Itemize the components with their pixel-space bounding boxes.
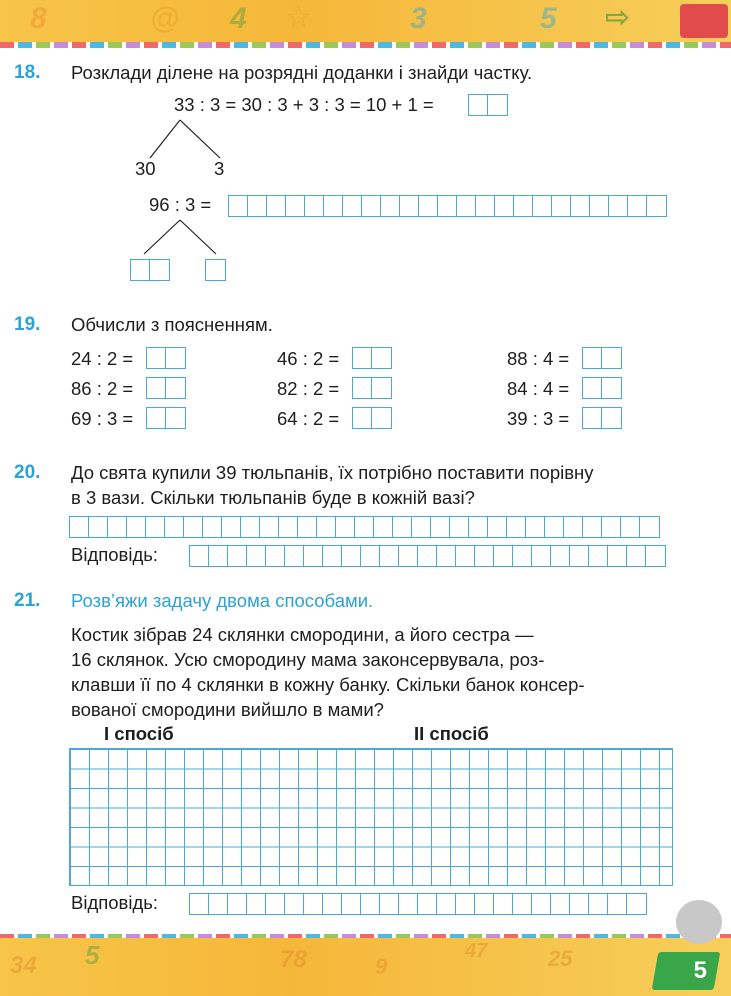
decor-digit: 25	[548, 946, 573, 971]
expression: 39 : 3 =	[507, 408, 570, 429]
mascot-icon	[676, 900, 722, 944]
decor-digit: 9	[375, 954, 388, 979]
task-20-line-1: До свята купили 39 тюльпанів, їх потрібно поставити порівну	[71, 462, 594, 483]
expression: 82 : 2 =	[277, 378, 340, 399]
split-cells-b[interactable]	[205, 259, 226, 281]
answer-label: Відповідь:	[71, 892, 159, 913]
task-21-heading: Розв’яжи задачу двома способами.	[71, 590, 374, 611]
answer-cells[interactable]	[582, 407, 622, 429]
decor-digit: 78	[280, 946, 307, 973]
task-20-number: 20.	[14, 462, 41, 483]
decor-digit: 34	[10, 952, 37, 979]
split-part-b: 3	[214, 158, 225, 179]
answer-cells[interactable]	[352, 407, 392, 429]
decor-digit: 8	[30, 2, 47, 35]
task-21-line-3: клавши її по 4 склянки в кожну банку. Скільки банок консер-	[71, 674, 585, 695]
decor-digit: 5	[540, 2, 557, 35]
task-18-text: Розклади ділене на розрядні доданки і знайди частку.	[71, 62, 533, 83]
task-21-line-2: 16 склянок. Усю смородину мама законсервувала, роз-	[71, 649, 545, 670]
answer-cells[interactable]	[146, 347, 186, 369]
answer-cells[interactable]	[582, 377, 622, 399]
page-number-badge	[652, 952, 721, 990]
expression: 46 : 2 =	[277, 348, 340, 369]
decor-digit: 5	[85, 940, 100, 970]
expression: 86 : 2 =	[71, 378, 134, 399]
page-number: 5	[693, 957, 707, 984]
method-1-label: I спосіб	[104, 723, 174, 744]
task-18-example: 33 : 3 = 30 : 3 + 3 : 3 = 10 + 1 =	[174, 94, 434, 115]
task-21-line-1: Костик зібрав 24 склянки смородини, а його сестра —	[71, 624, 534, 645]
expression: 24 : 2 =	[71, 348, 134, 369]
decor-digit: @	[150, 2, 180, 35]
answer-cells-row[interactable]	[189, 893, 647, 915]
expression: 69 : 3 =	[71, 408, 134, 429]
expression: 88 : 4 =	[507, 348, 570, 369]
decor-digit: 3	[410, 2, 427, 35]
task-18-number: 18.	[14, 62, 41, 83]
task-19-text: Обчисли з поясненням.	[71, 314, 273, 335]
answer-cells[interactable]	[352, 377, 392, 399]
top-decorative-band	[0, 0, 731, 44]
answer-cells[interactable]	[468, 94, 508, 116]
top-color-stripe	[0, 42, 731, 48]
answer-cells-long[interactable]	[228, 195, 667, 217]
bottom-decorative-band	[0, 938, 731, 996]
arrow-right-icon: ⇨	[605, 1, 631, 34]
decomposition-branches	[130, 218, 230, 258]
task-18-expression-2: 96 : 3 =	[149, 194, 212, 215]
star-icon: ☆	[285, 1, 312, 34]
answer-cells[interactable]	[352, 347, 392, 369]
method-2-label: II спосіб	[414, 723, 489, 744]
answer-cells[interactable]	[146, 377, 186, 399]
decor-digit: 47	[465, 940, 488, 962]
split-part-a: 30	[135, 158, 156, 179]
decor-digit: 4	[230, 2, 247, 35]
expression: 84 : 4 =	[507, 378, 570, 399]
solution-grid[interactable]	[69, 748, 673, 886]
task-19-number: 19.	[14, 314, 41, 335]
decomposition-branches	[140, 118, 240, 162]
expression: 64 : 2 =	[277, 408, 340, 429]
answer-label: Відповідь:	[71, 544, 159, 565]
answer-cells[interactable]	[582, 347, 622, 369]
fish-icon	[680, 4, 728, 38]
answer-cells-row[interactable]	[189, 545, 666, 567]
split-cells-a[interactable]	[130, 259, 170, 281]
task-20-line-2: в 3 вази. Скільки тюльпанів буде в кожній вазі?	[71, 487, 475, 508]
answer-cells[interactable]	[146, 407, 186, 429]
solution-cells-row[interactable]	[69, 516, 660, 538]
task-21-number: 21.	[14, 590, 41, 611]
task-21-line-4: вованої смородини вийшло в мами?	[71, 699, 384, 720]
